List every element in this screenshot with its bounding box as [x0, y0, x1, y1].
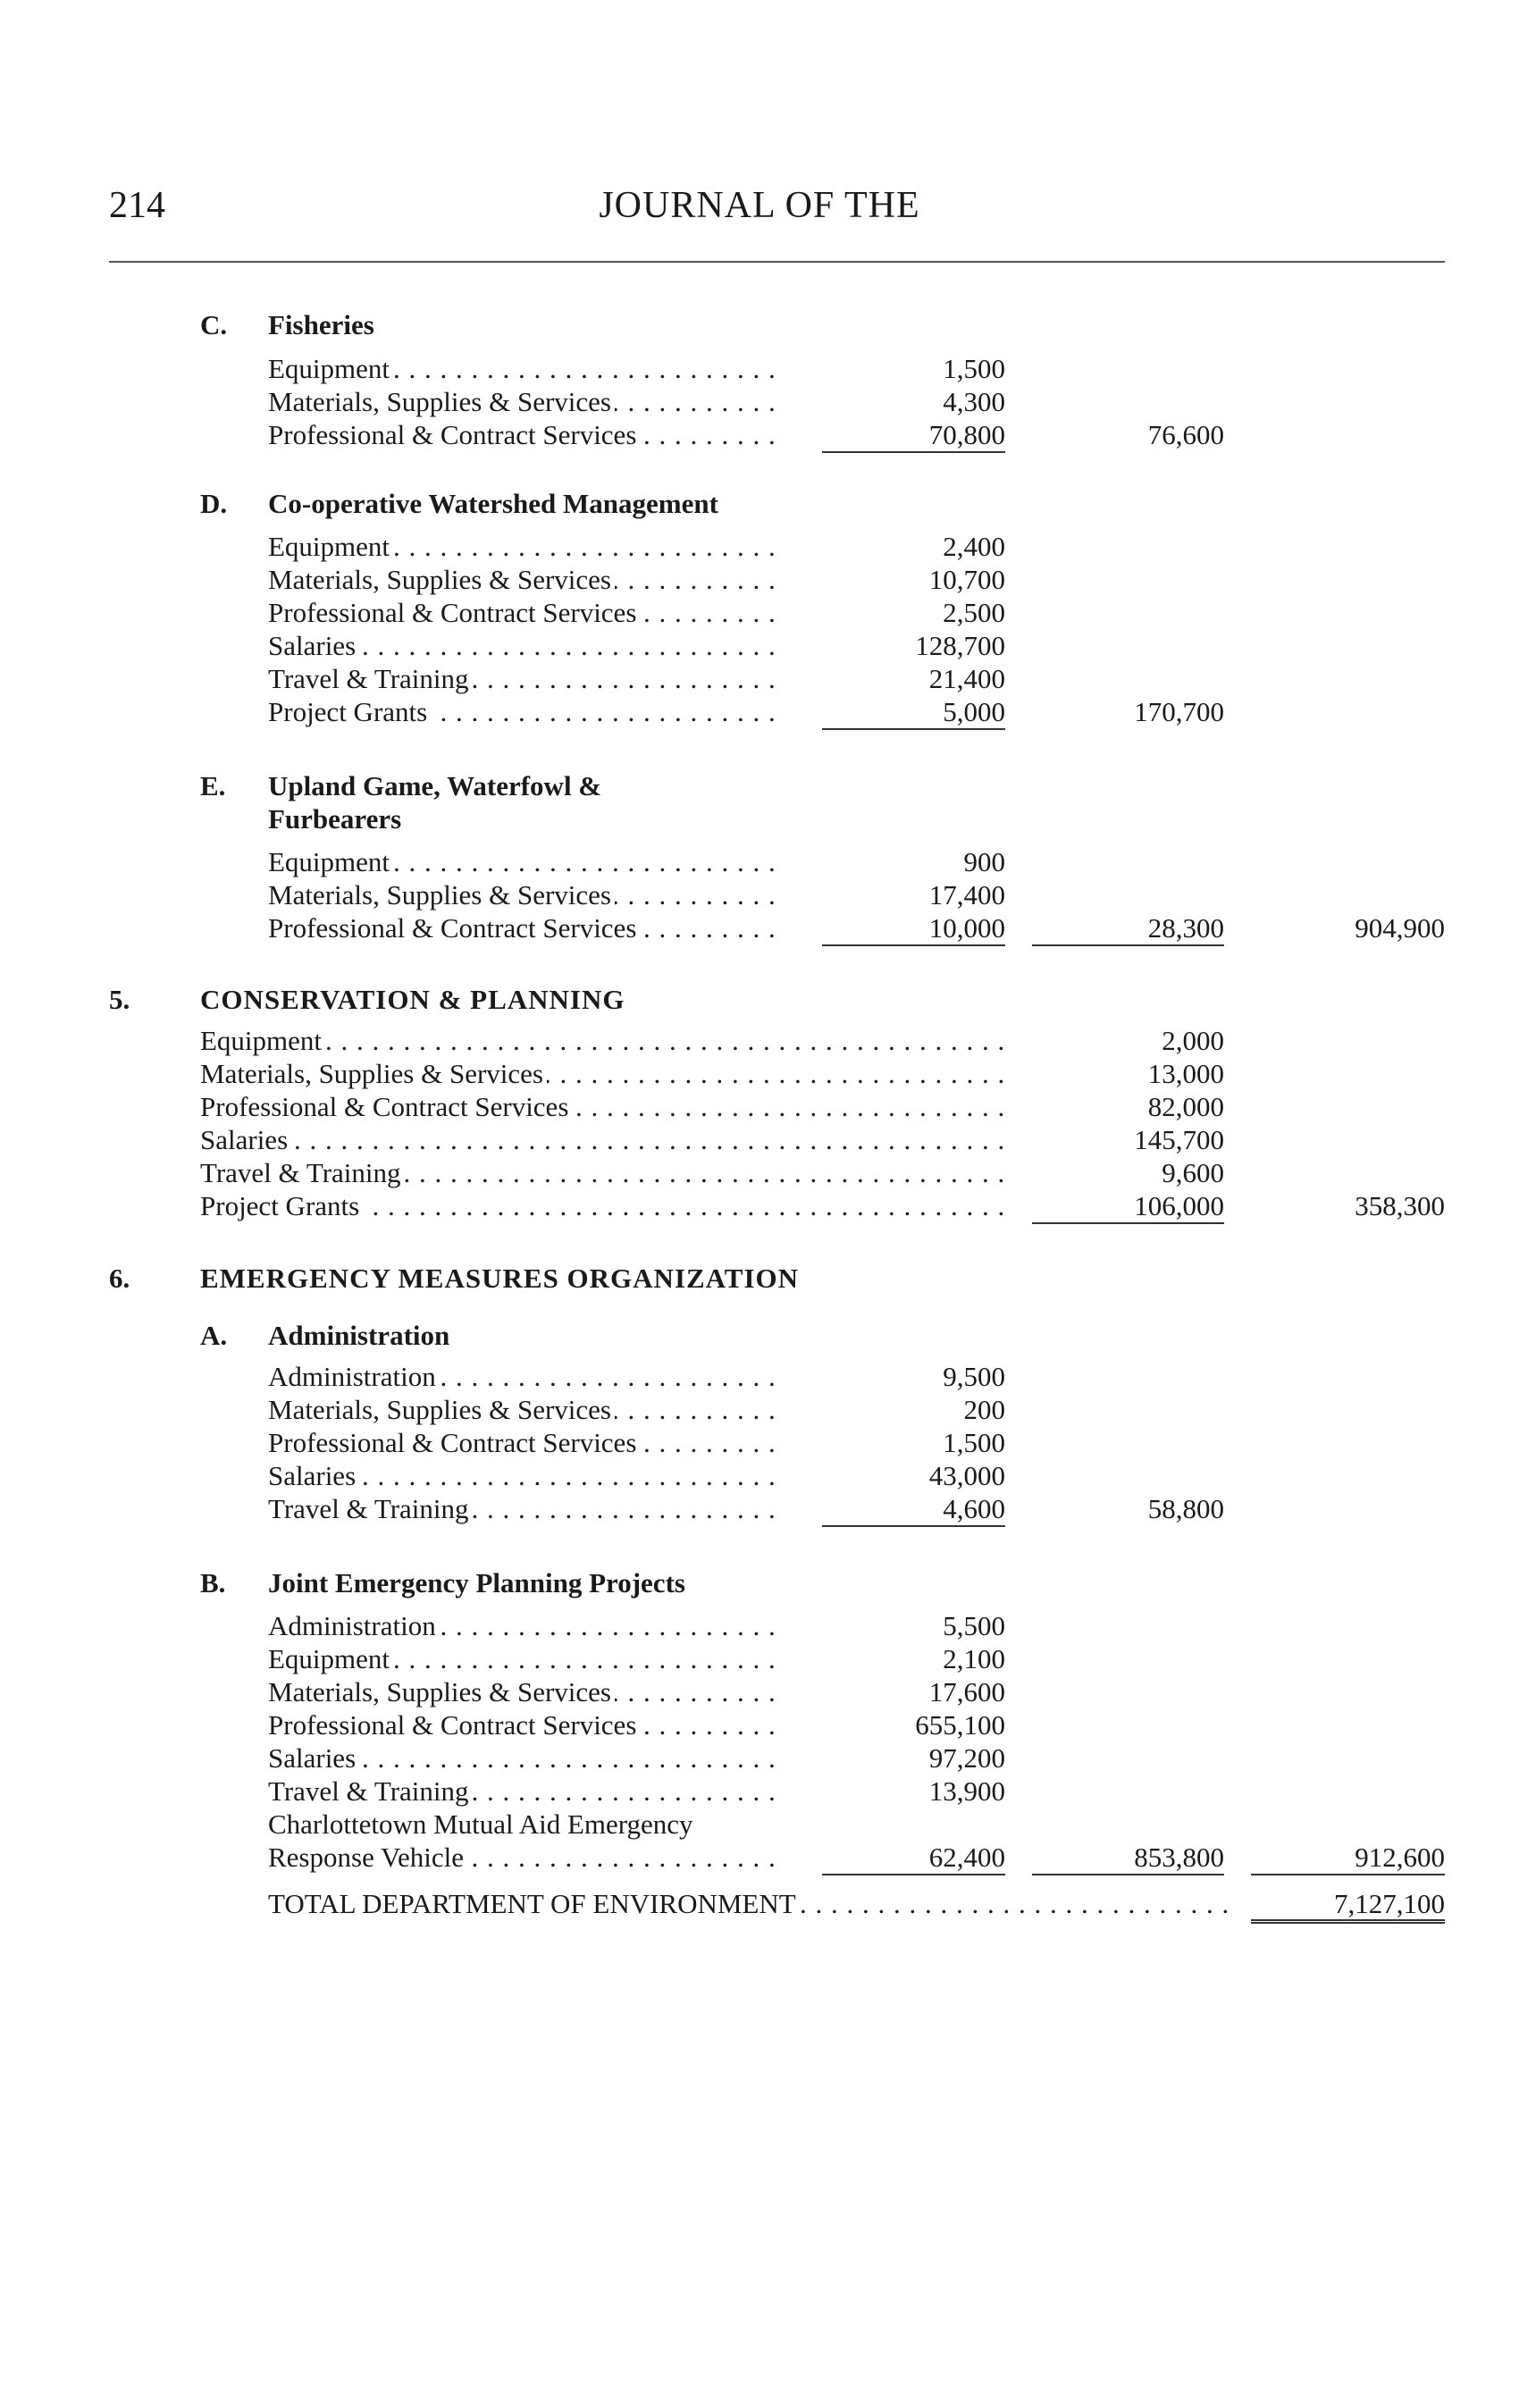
line-item	[0, 1156, 1519, 1190]
line-item-label: Materials, Supplies & Services	[268, 386, 615, 417]
line-item-label: Professional & Contract Services	[268, 1427, 640, 1458]
line-item-label: Project Grants	[200, 1190, 363, 1221]
line-item	[0, 1426, 1519, 1460]
page-number: 214	[109, 185, 165, 226]
line-item	[0, 1642, 1519, 1676]
line-item-amount: 200	[963, 1394, 1005, 1425]
line-item	[0, 1775, 1519, 1808]
section-title: CONSERVATION & PLANNING	[200, 984, 625, 1015]
section-title: Fisheries	[268, 309, 374, 340]
line-item	[0, 911, 1519, 945]
line-item-amount: 9,600	[1162, 1157, 1224, 1188]
line-item	[0, 1057, 1519, 1091]
line-item-label: Equipment	[200, 1025, 325, 1056]
line-item	[0, 530, 1519, 564]
line-item-label: Materials, Supplies & Services	[268, 1394, 615, 1425]
section-subtotal: 58,800	[1147, 1493, 1224, 1524]
section-title-continued: Furbearers	[268, 803, 402, 835]
line-item	[0, 845, 1519, 879]
grand-total-label: TOTAL DEPARTMENT OF ENVIRONMENT	[268, 1888, 800, 1919]
line-item	[0, 695, 1519, 729]
grand-total-amount: 7,127,100	[1251, 1887, 1445, 1924]
section-title: EMERGENCY MEASURES ORGANIZATION	[200, 1263, 800, 1294]
line-item	[0, 563, 1519, 597]
section-subtotal: 76,600	[1147, 419, 1224, 450]
line-item-amount: 2,000	[1162, 1025, 1224, 1056]
section-number: 5.	[109, 984, 130, 1015]
line-item-label: Project Grants	[268, 696, 431, 727]
line-item-label: Professional & Contract Services	[268, 1709, 640, 1741]
line-item-amount: 10,000	[822, 911, 1005, 946]
line-item-amount: 145,700	[1134, 1124, 1224, 1155]
line-item-label: Professional & Contract Services	[268, 597, 640, 628]
line-item-label: Materials, Supplies & Services	[268, 1676, 615, 1707]
line-item	[0, 1189, 1519, 1223]
line-item-amount: 9,500	[943, 1361, 1005, 1392]
line-item-label: Administration	[268, 1361, 440, 1392]
line-item-amount: 2,500	[943, 597, 1005, 628]
line-item-label: Equipment	[268, 846, 393, 877]
line-item	[0, 1123, 1519, 1157]
line-item	[0, 1393, 1519, 1427]
line-item-label: Travel & Training	[268, 1775, 473, 1807]
line-item-amount: 10,700	[928, 564, 1005, 595]
line-item	[0, 629, 1519, 663]
line-item	[0, 1459, 1519, 1493]
line-item-amount: 17,600	[928, 1676, 1005, 1707]
line-item-label: Salaries	[268, 1742, 359, 1774]
section-title: Co-operative Watershed Management	[268, 488, 718, 519]
section-letter: D.	[200, 488, 228, 519]
line-item-amount: 17,400	[928, 879, 1005, 910]
section-title: Upland Game, Waterfowl &	[268, 770, 602, 801]
line-item-label: Professional & Contract Services	[200, 1091, 572, 1122]
line-item-label: Travel & Training	[268, 1493, 473, 1524]
line-item	[0, 1090, 1519, 1124]
line-item-amount: 82,000	[1147, 1091, 1224, 1122]
line-item-label: Materials, Supplies & Services	[268, 564, 615, 595]
section-title: Administration	[268, 1320, 450, 1351]
line-item-amount: 106,000	[1032, 1189, 1224, 1224]
line-item-label: Professional & Contract Services	[268, 912, 640, 944]
group-total: 358,300	[1355, 1190, 1445, 1221]
line-item	[0, 1675, 1519, 1709]
line-item-label: Salaries	[268, 630, 359, 661]
grand-total-row	[0, 1887, 1519, 1921]
section-letter: C.	[200, 309, 228, 340]
line-item-amount: 900	[963, 846, 1005, 877]
section-number: 6.	[109, 1263, 130, 1294]
line-item-label-continued: Response Vehicle	[268, 1842, 467, 1873]
line-item-amount: 1,500	[943, 1427, 1005, 1458]
line-item-amount: 655,100	[915, 1709, 1005, 1741]
line-item-label: Equipment	[268, 353, 393, 384]
journal-title: JOURNAL OF THE	[599, 185, 920, 226]
line-item-label: Salaries	[268, 1460, 359, 1491]
section-subtotal: 170,700	[1134, 696, 1224, 727]
header-divider	[109, 261, 1445, 263]
line-item	[0, 596, 1519, 630]
section-subtotal: 853,800	[1032, 1841, 1224, 1875]
line-item-label: Materials, Supplies & Services	[200, 1058, 547, 1089]
line-item	[0, 418, 1519, 452]
line-item	[0, 1808, 1519, 1842]
line-item	[0, 352, 1519, 386]
line-item-amount: 13,900	[928, 1775, 1005, 1807]
section-title: Joint Emergency Planning Projects	[268, 1567, 685, 1598]
line-item-amount: 4,600	[822, 1492, 1005, 1527]
section-letter: E.	[200, 770, 226, 801]
line-item-amount: 2,400	[943, 531, 1005, 562]
line-item-amount: 4,300	[943, 386, 1005, 417]
line-item	[0, 1492, 1519, 1526]
line-item	[0, 385, 1519, 419]
line-item	[0, 1024, 1519, 1058]
group-total: 912,600	[1251, 1841, 1445, 1875]
line-item-label: Administration	[268, 1610, 440, 1641]
section-letter: B.	[200, 1567, 226, 1598]
line-item	[0, 662, 1519, 696]
section-subtotal: 28,300	[1032, 911, 1224, 946]
line-item	[0, 1609, 1519, 1643]
group-total: 904,900	[1355, 912, 1445, 944]
line-item-amount: 13,000	[1147, 1058, 1224, 1089]
line-item-amount: 62,400	[822, 1841, 1005, 1875]
line-item	[0, 1741, 1519, 1775]
line-item	[0, 878, 1519, 912]
section-letter: A.	[200, 1320, 228, 1351]
line-item	[0, 1360, 1519, 1394]
line-item-label: Professional & Contract Services	[268, 419, 640, 450]
line-item	[0, 1708, 1519, 1742]
line-item-label: Travel & Training	[268, 663, 473, 694]
line-item-amount: 2,100	[943, 1643, 1005, 1674]
line-item-amount: 97,200	[928, 1742, 1005, 1774]
line-item-amount: 21,400	[928, 663, 1005, 694]
line-item-label: Charlottetown Mutual Aid Emergency	[268, 1808, 697, 1840]
line-item-amount: 128,700	[915, 630, 1005, 661]
line-item-label: Salaries	[200, 1124, 291, 1155]
line-item-amount: 70,800	[822, 418, 1005, 453]
line-item-label: Travel & Training	[200, 1157, 405, 1188]
line-item-label: Materials, Supplies & Services	[268, 879, 615, 910]
line-item-amount: 1,500	[943, 353, 1005, 384]
line-item-amount: 5,000	[822, 695, 1005, 730]
line-item	[0, 1841, 1519, 1875]
line-item-label: Equipment	[268, 1643, 393, 1674]
line-item-label: Equipment	[268, 531, 393, 562]
line-item-amount: 5,500	[943, 1610, 1005, 1641]
line-item-amount: 43,000	[928, 1460, 1005, 1491]
